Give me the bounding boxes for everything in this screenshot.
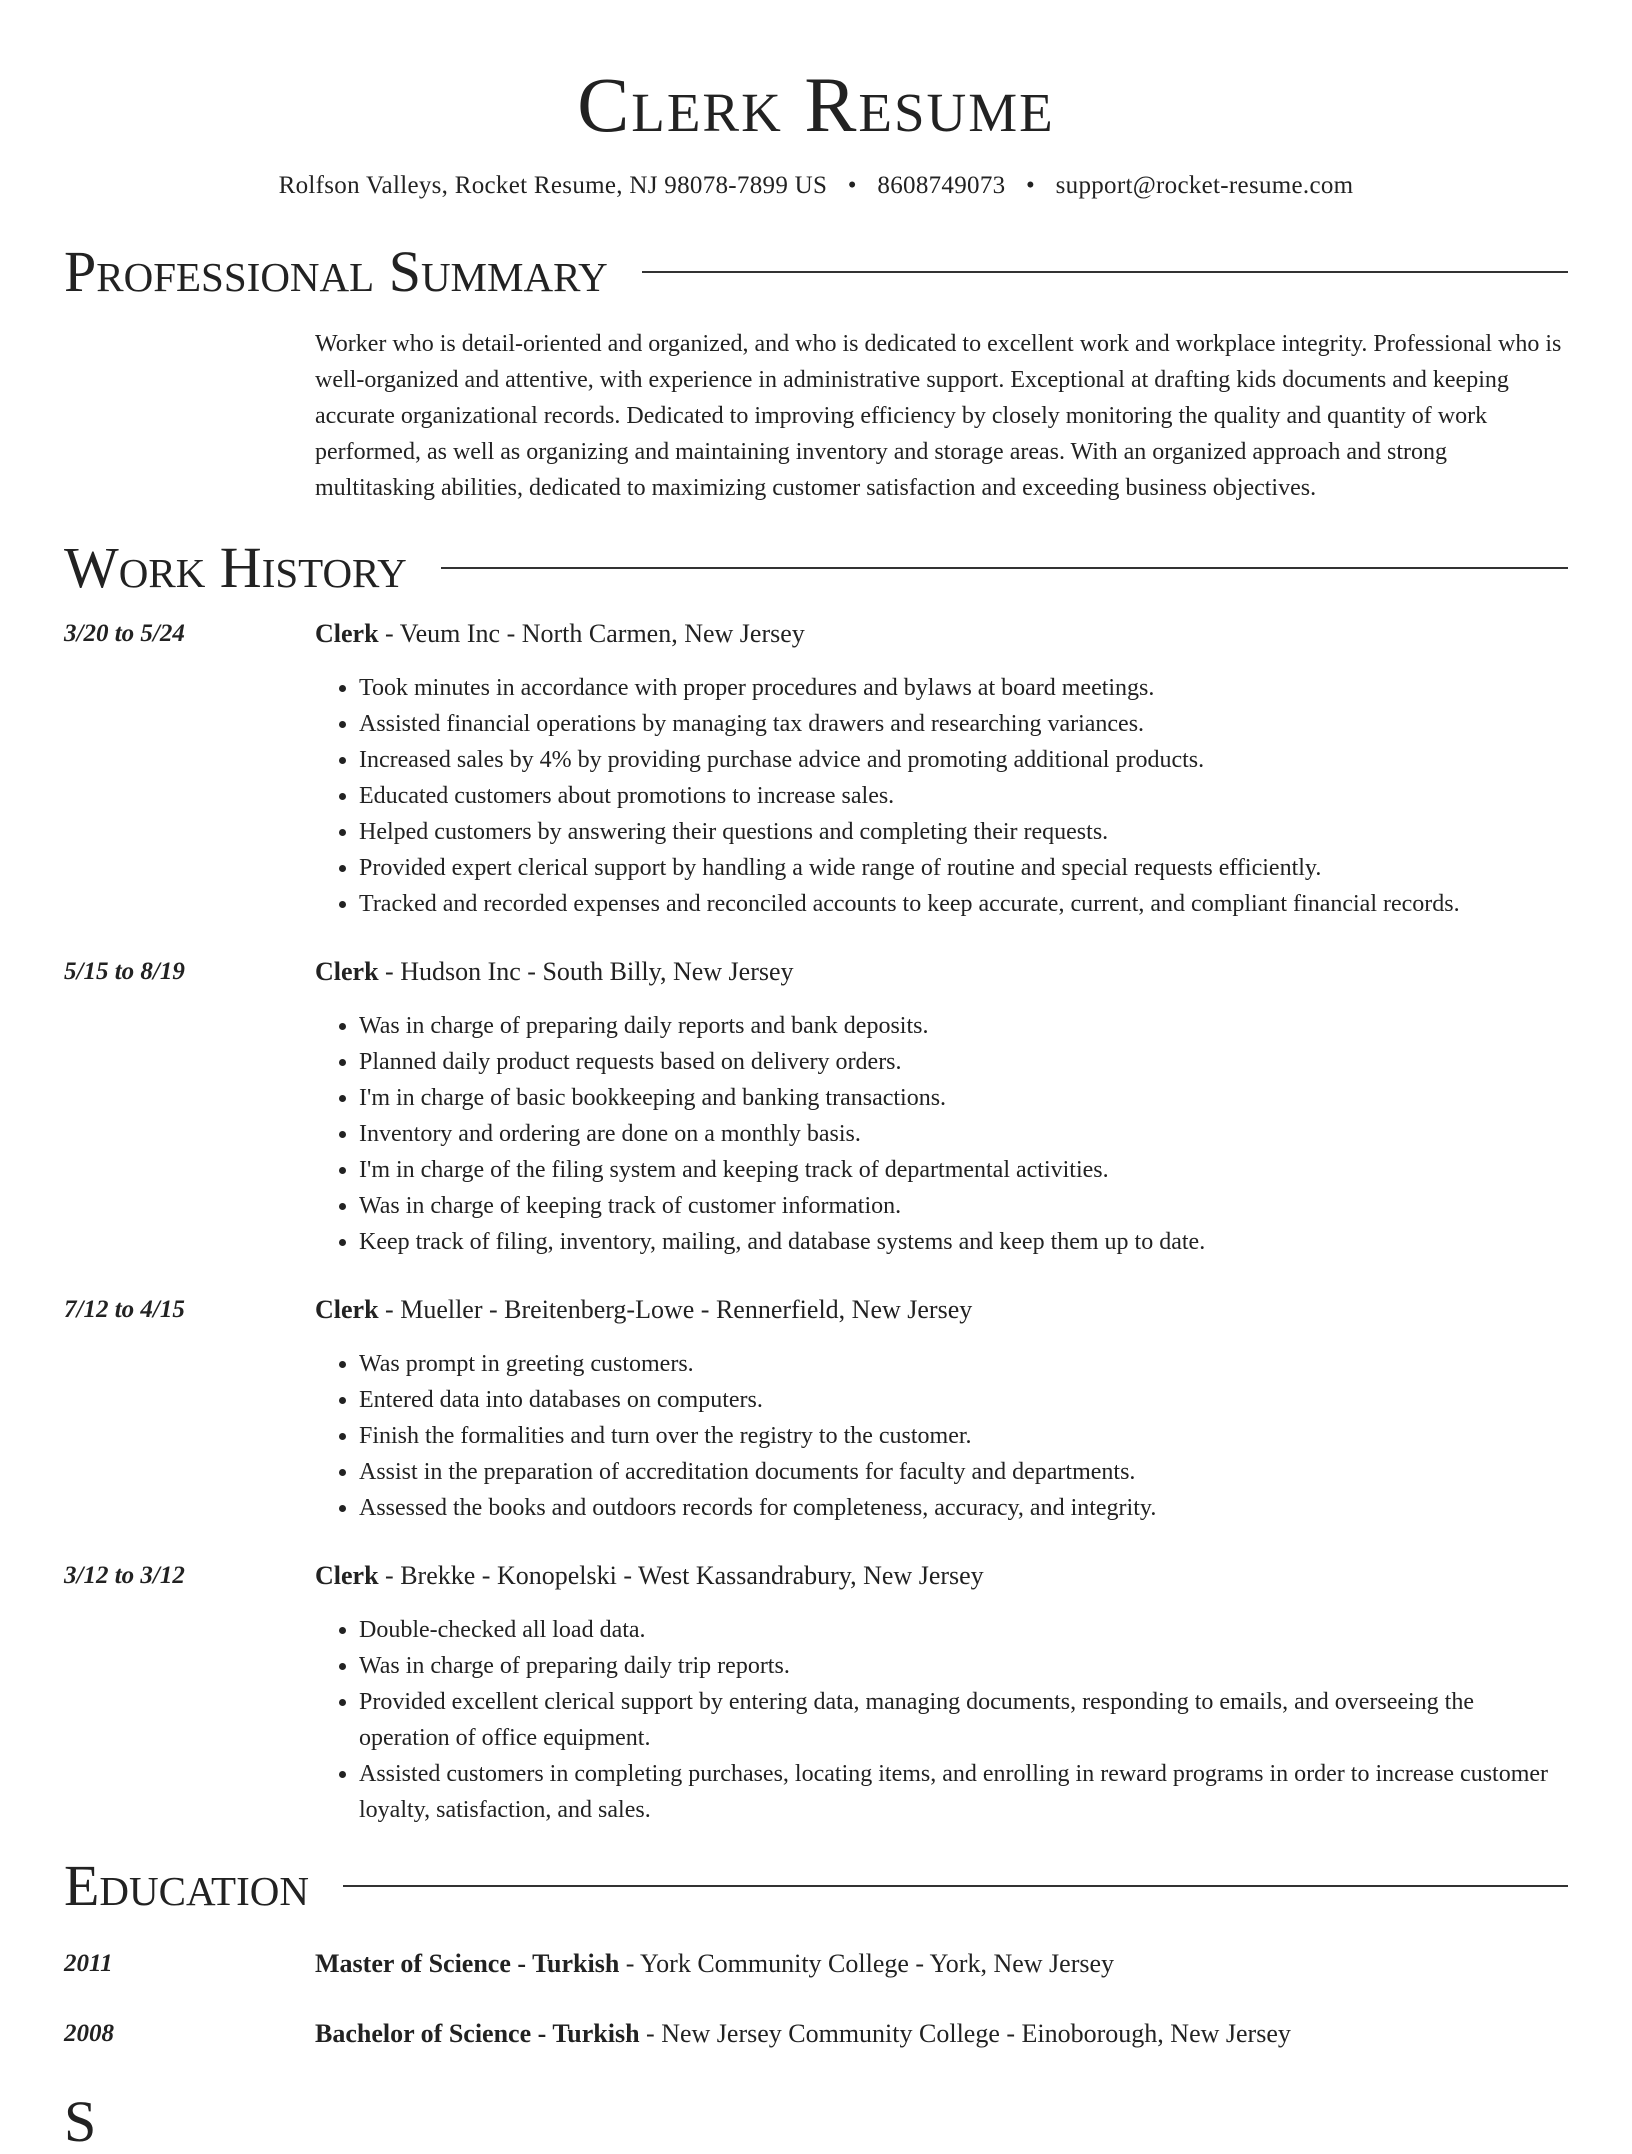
- work-history-list: [64, 618, 1568, 1828]
- job-bullets: [315, 670, 1568, 922]
- education-line: [315, 2018, 1568, 2050]
- job-bullet: • Assisted financial operations by managing tax drawers and researching variances.: [359, 706, 1568, 742]
- job-bullet: • Provided expert clerical support by handling a wide range of routine and special requests efficiently.: [359, 850, 1568, 886]
- job-bullet: • Assisted customers in completing purchases, locating items, and enrolling in reward programs in order to increase customer loyalty, satisfaction, and sales.: [359, 1756, 1568, 1828]
- education-entry: [64, 1948, 1568, 1980]
- job-bullet: • Increased sales by 4% by providing purchase advice and promoting additional products.: [359, 742, 1568, 778]
- education-section-header: [64, 1854, 1568, 1918]
- education-heading: Education: [64, 1853, 309, 1918]
- job-dates: 7/12 to 4/15: [64, 1296, 185, 1323]
- job-dates: 3/12 to 3/12: [64, 1562, 185, 1589]
- job-bullet: • Assist in the preparation of accreditation documents for faculty and departments.: [359, 1454, 1568, 1490]
- education-details: - New Jersey Community College - Einoborough, New Jersey: [639, 2019, 1291, 2048]
- job-title-line: [315, 1560, 1568, 1592]
- job-title-line: [315, 956, 1568, 988]
- job-entry: [64, 1560, 1568, 1828]
- job-entry: [64, 618, 1568, 922]
- summary-section-header: [64, 240, 1568, 304]
- job-bullets: [315, 1346, 1568, 1526]
- contact-phone: 8608749073: [877, 172, 1006, 199]
- education-line: [315, 1948, 1568, 1980]
- education-entry: [64, 2018, 1568, 2050]
- section-divider: [343, 1885, 1568, 1887]
- summary-heading: Professional Summary: [64, 239, 608, 304]
- job-title-line: [315, 618, 1568, 650]
- contact-separator: •: [1025, 172, 1036, 199]
- job-entry: [64, 1294, 1568, 1526]
- job-role: Clerk: [315, 1561, 379, 1590]
- job-title-line: [315, 1294, 1568, 1326]
- education-year: 2011: [64, 1950, 113, 1977]
- job-bullet: • Keep track of filing, inventory, mailing, and database systems and keep them up to date.: [359, 1224, 1568, 1260]
- job-bullet: • Entered data into databases on computers.: [359, 1382, 1568, 1418]
- contact-address: Rolfson Valleys, Rocket Resume, NJ 98078-7899 US: [278, 172, 828, 199]
- job-details: - Hudson Inc - South Billy, New Jersey: [378, 957, 794, 986]
- job-bullet: • Tracked and recorded expenses and reconciled accounts to keep accurate, current, and compliant financial records.: [359, 886, 1568, 922]
- job-bullet: • I'm in charge of the filing system and keeping track of departmental activities.: [359, 1152, 1568, 1188]
- next-section-heading-partial: S: [64, 2089, 97, 2154]
- job-bullet: • Helped customers by answering their questions and completing their requests.: [359, 814, 1568, 850]
- education-list: [64, 1948, 1568, 2050]
- contact-separator: •: [847, 172, 857, 199]
- education-degree: Master of Science - Turkish: [315, 1949, 620, 1978]
- contact-email: support@rocket-resume.com: [1055, 172, 1354, 199]
- job-bullets: [315, 1008, 1568, 1260]
- job-details: - Brekke - Konopelski - West Kassandrabury, New Jersey: [378, 1561, 984, 1590]
- section-divider: [642, 271, 1568, 273]
- job-bullets: [315, 1612, 1568, 1828]
- resume-page: [64, 0, 1568, 2154]
- job-bullet: • Finish the formalities and turn over the registry to the customer.: [359, 1418, 1568, 1454]
- job-bullet: • Was in charge of preparing daily reports and bank deposits.: [359, 1008, 1568, 1044]
- job-role: Clerk: [315, 957, 379, 986]
- education-degree: Bachelor of Science - Turkish: [315, 2019, 640, 2048]
- job-dates: 5/15 to 8/19: [64, 958, 185, 985]
- job-details: - Veum Inc - North Carmen, New Jersey: [378, 619, 805, 648]
- job-role: Clerk: [315, 619, 379, 648]
- job-role: Clerk: [315, 1295, 379, 1324]
- job-entry: [64, 956, 1568, 1260]
- job-bullet: • Was in charge of keeping track of customer information.: [359, 1188, 1568, 1224]
- job-bullet: • Provided excellent clerical support by entering data, managing documents, responding to emails, and overseeing the operation of office equipment.: [359, 1684, 1568, 1756]
- job-bullet: • Took minutes in accordance with proper procedures and bylaws at board meetings.: [359, 670, 1568, 706]
- education-details: - York Community College - York, New Jersey: [619, 1949, 1115, 1978]
- contact-line: [64, 170, 1568, 202]
- work-heading: Work History: [64, 535, 407, 600]
- summary-text: Worker who is detail-oriented and organized, and who is dedicated to excellent work and workplace integrity. Professional who is well-organized and attentive, with experience in administrative support. Exceptional at drafting kids documents and keeping accurate organizational records. Dedicated to improving efficiency by closely monitoring the quality and quantity of work performed, as well as organizing and maintaining inventory and storage areas. With an organized approach and strong multitasking abilities, dedicated to maximizing customer satisfaction and exceeding business objectives.: [315, 331, 1562, 501]
- job-dates: 3/20 to 5/24: [64, 620, 185, 647]
- job-bullet: • Was prompt in greeting customers.: [359, 1346, 1568, 1382]
- job-bullet: • Planned daily product requests based on delivery orders.: [359, 1044, 1568, 1080]
- section-divider: [441, 567, 1568, 569]
- job-bullet: • I'm in charge of basic bookkeeping and banking transactions.: [359, 1080, 1568, 1116]
- work-section-header: [64, 536, 1568, 600]
- education-year: 2008: [64, 2020, 114, 2047]
- job-bullet: • Was in charge of preparing daily trip reports.: [359, 1648, 1568, 1684]
- resume-name: Clerk Resume: [577, 61, 1055, 148]
- job-details: - Mueller - Breitenberg-Lowe - Rennerfield, New Jersey: [378, 1295, 973, 1324]
- job-bullet: • Assessed the books and outdoors records for completeness, accuracy, and integrity.: [359, 1490, 1568, 1526]
- job-bullet: • Educated customers about promotions to increase sales.: [359, 778, 1568, 814]
- job-bullet: • Double-checked all load data.: [359, 1612, 1568, 1648]
- job-bullet: • Inventory and ordering are done on a monthly basis.: [359, 1116, 1568, 1152]
